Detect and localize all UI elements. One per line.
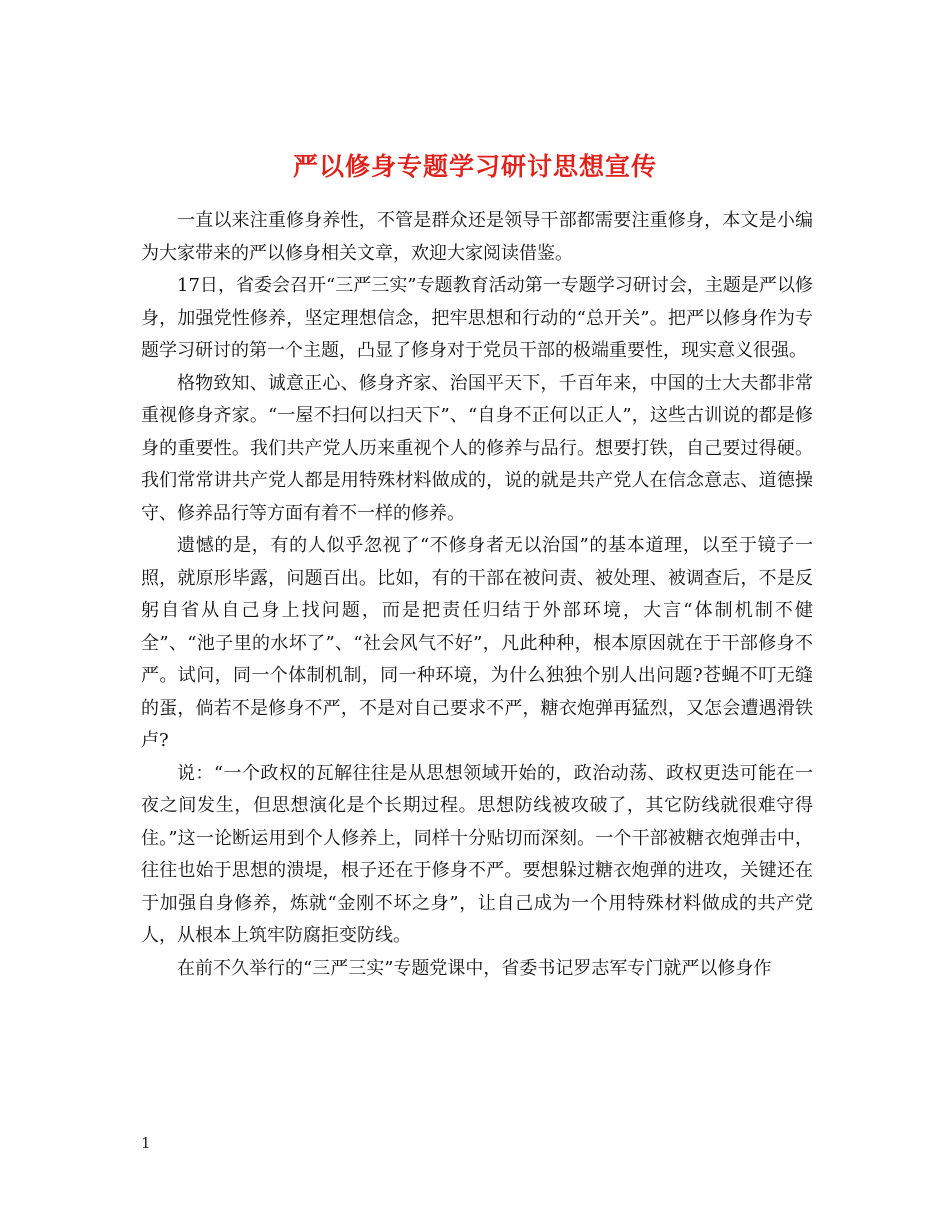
document-title: 严以修身专题学习研讨思想宣传 xyxy=(292,151,657,181)
page-number: 1 xyxy=(141,1134,151,1152)
paragraph-2: 17日，省委会召开“三严三实”专题教育活动第一专题学习研讨会，主题是严以修身，加强党性修养，坚定理想信念，把牢思想和行动的“总开关”。把严以修身作为专题学习研讨的第一个主题，凸显了修身对于党员干部的极端重要性，现实意义很强。 xyxy=(141,275,813,361)
paragraph-4: 遗憾的是，有的人似乎忽视了“不修身者无以治国”的基本道理，以至于镜子一照，就原形毕露，问题百出。比如，有的干部在被问责、被处理、被调查后，不是反躬自省从自己身上找问题，而是把责任归结于外部环境，大言“体制机制不健全”、“池子里的水坏了”、“社会风气不好”，凡此种种，根本原因就在于干部修身不严。试问，同一个体制机制，同一种环境，为什么独独个别人出问题?苍蝇不叮无缝的蛋，倘若不是修身不严，不是对自己要求不严，糖衣炮弹再猛烈，又怎会遭遇滑铁卢? xyxy=(141,535,813,751)
paragraph-5: 说：“一个政权的瓦解往往是从思想领域开始的，政治动荡、政权更迭可能在一夜之间发生，但思想演化是个长期过程。思想防线被攻破了，其它防线就很难守得住。”这一论断运用到个人修养上，同样十分贴切而深刻。一个干部被糖衣炮弹击中，往往也始于思想的溃堤，根子还在于修身不严。要想躲过糖衣炮弹的进攻，关键还在于加强自身修养，炼就“金刚不坏之身”，让自己成为一个用特殊材料做成的共产党人，从根本上筑牢防腐拒变防线。 xyxy=(141,762,813,946)
document-body xyxy=(141,205,813,985)
paragraph-6: 在前不久举行的“三严三实”专题党课中，省委书记罗志军专门就严以修身作 xyxy=(177,957,772,979)
paragraph-3: 格物致知、诚意正心、修身齐家、治国平天下，千百年来，中国的士大夫都非常重视修身齐家。“一屋不扫何以扫天下”、“自身不正何以正人”，这些古训说的都是修身的重要性。我们共产党人历来重视个人的修养与品行。想要打铁，自己要过得硬。我们常常讲共产党人都是用特殊材料做成的，说的就是共产党人在信念意志、道德操守、修养品行等方面有着不一样的修养。 xyxy=(141,372,813,524)
paragraph-1: 一直以来注重修身养性，不管是群众还是领导干部都需要注重修身，本文是小编为大家带来的严以修身相关文章，欢迎大家阅读借鉴。 xyxy=(141,210,813,264)
